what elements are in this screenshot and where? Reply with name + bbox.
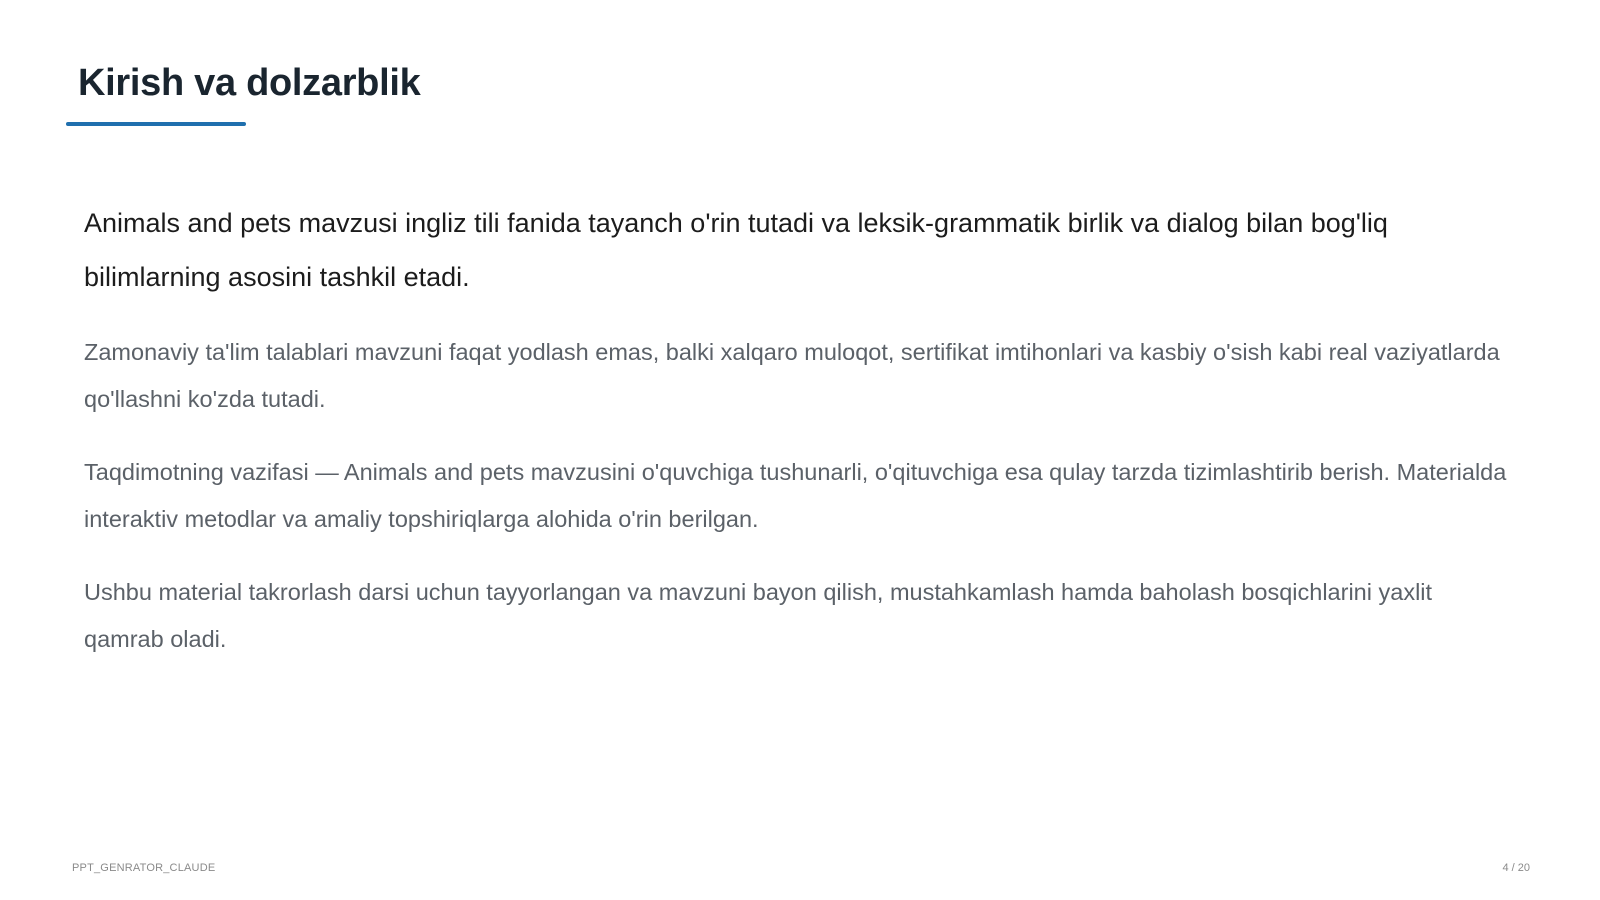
body-paragraph-2: Taqdimotning vazifasi — Animals and pets mavzusini o'quvchiga tushunarli, o'qituvchiga esa qulay tarzda tizimlashtirib berish. Materialda interaktiv metodlar va amaliy topshiriqlarga alohida o'rin berilgan. bbox=[84, 459, 1507, 532]
page-indicator: 4 / 20 bbox=[1502, 862, 1530, 874]
body-paragraph-3: Ushbu material takrorlash darsi uchun tayyorlangan va mavzuni bayon qilish, mustahkamlash hamda baholash bosqichlarini yaxlit qamrab oladi. bbox=[84, 579, 1433, 652]
lead-paragraph: Animals and pets mavzusi ingliz tili fanida tayanch o'rin tutadi va leksik-grammatik birlik va dialog bilan bog'liq bilimlarning asosini tashkil etadi. bbox=[84, 208, 1388, 292]
footer-brand: PPT_GENRATOR_CLAUDE bbox=[72, 862, 216, 874]
body-paragraph-1: Zamonaviy ta'lim talablari mavzuni faqat yodlash emas, balki xalqaro muloqot, sertifikat imtihonlari va kasbiy o'sish kabi real vaziyatlarda qo'llashni ko'zda tutadi. bbox=[84, 339, 1500, 412]
slide-title: Kirish va dolzarblik bbox=[78, 62, 421, 104]
title-underline bbox=[66, 122, 246, 126]
